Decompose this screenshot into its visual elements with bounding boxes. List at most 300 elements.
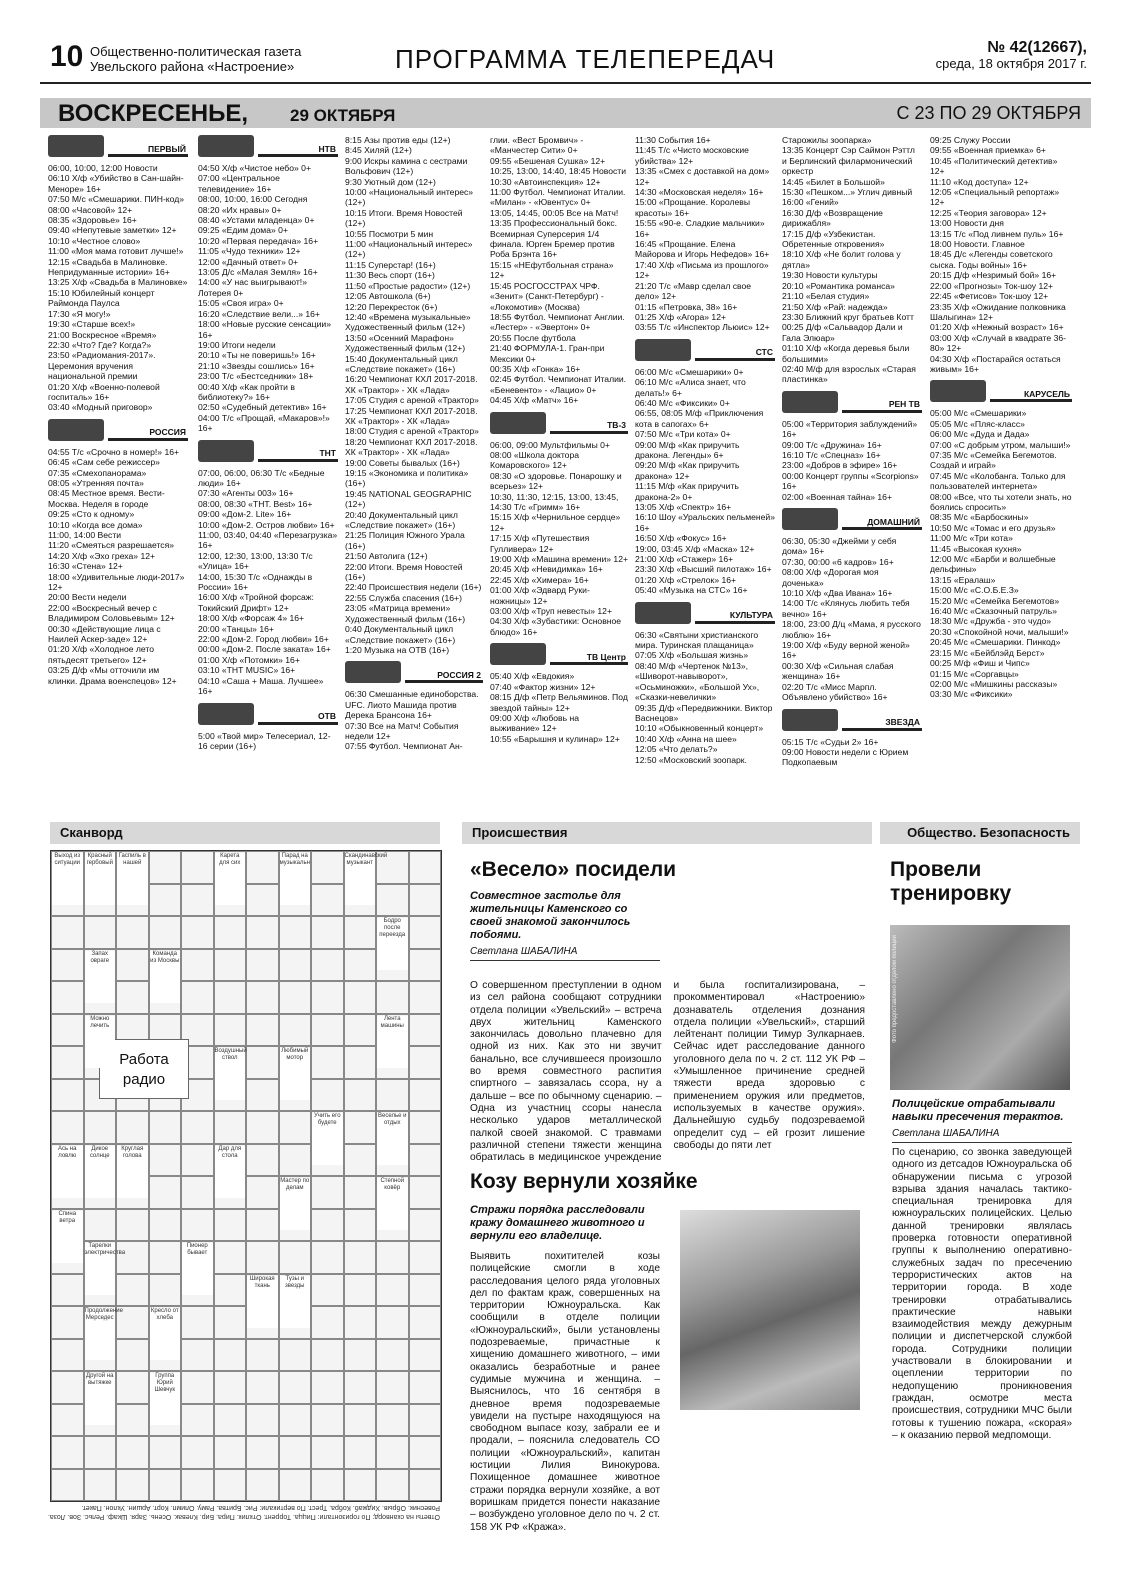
program-entry: 20:45 Х/ф «Невидимка» 16+ [490, 564, 603, 575]
scanword-cell [246, 916, 279, 949]
scanword-cell [51, 1404, 84, 1437]
program-entry: 11:15 Суперстар! (16+) [345, 259, 436, 270]
scanword-cell [51, 1306, 84, 1339]
program-entry: 14:45 «Билет в Большой» [782, 176, 885, 187]
program-entry: 09:00 М/ф «Как приручить дракона. Легенды» 6+ [635, 439, 740, 460]
program-entry: 08:00 «Часовой» 12+ [48, 204, 133, 215]
program-entry: 18:20 Чемпионат КХЛ 2017-2018. ХК «Трактор» - ХК «Лада» [345, 436, 478, 458]
program-entry: 09:25 Служу России [930, 135, 1011, 145]
scanword-section-header: Сканворд [50, 822, 440, 844]
program-entry: 15:55 «90-е. Сладкие мальчики» 16+ [635, 218, 765, 239]
program-entry: 18:30 М/с «Дружба - это чудо» [930, 616, 1052, 627]
program-entry: 10:30, 11:30, 12:15, 13:00, 13:45, 14:30 Т/с «Гримм» 16+ [490, 491, 619, 512]
program-entry: 12:00, 12:30, 13:00, 13:30 Т/с «Улица» 16+ [198, 550, 313, 572]
scanword-clue: Карета для сих [215, 853, 246, 905]
scanword-cell [311, 1079, 344, 1112]
scanword-cell [181, 1209, 214, 1242]
channel-header [782, 508, 922, 532]
scanword-cell [181, 1111, 214, 1144]
program-entry: 20:55 После футбола [490, 332, 576, 343]
scanword-cell [181, 1144, 214, 1177]
program-entry: 07:30, 00:00 «6 кадров» 16+ [782, 556, 894, 567]
program-entry: 13:00 Новости дня [930, 218, 1004, 229]
scanword-cell [214, 981, 247, 1014]
program-entry: 05:40 «Музыка на СТС» 16+ [635, 585, 748, 596]
program-entry: 03:25 Д/ф «Мы отточили им клинки. Драма военспецов» 12+ [48, 665, 177, 686]
scanword-cell [311, 1046, 344, 1079]
program-entry: 21:00 Воскресное «Время» [48, 329, 157, 340]
scanword-cell [246, 1241, 279, 1274]
program-entry: 01:25 Х/ф «Агора» 12+ [635, 311, 727, 322]
program-entry: 14:30 «Московская неделя» 16+ [635, 187, 764, 198]
day-band [40, 98, 1091, 128]
program-entry: 00:40 Х/ф «Как пройти в библиотеку?» 16+ [198, 381, 295, 402]
program-entry: 06:30 «Святыни христианского мира. Туринская плащаница» [635, 629, 759, 651]
scanword-cell [409, 981, 442, 1014]
article-veselo-lead: Совместное застолье для жительницы Каменского со своей знакомой закончилось побоями. [470, 890, 631, 941]
program-entry: 08:40 М/ф «Чертенок №13», «Шиворот-навыворот», «Осьминожки», «Большой Ух», «Сказки-невелички» [635, 660, 760, 703]
program-entry: 0:40 Документальный цикл «Следствие покажет» (16+) [345, 624, 456, 645]
channel-logo-icon [198, 135, 254, 157]
program-entry: 16:10 Шоу «Уральских пельменей» 16+ [635, 512, 776, 533]
tv-column [345, 135, 483, 805]
program-entry: 19:00 Х/ф «Буду верной женой» 16+ [782, 640, 910, 661]
scanword-cell [409, 1079, 442, 1112]
tv-column [490, 135, 628, 805]
scanword-clue: Тарелки электричества [85, 1243, 116, 1295]
day-date: 29 ОКТЯБРЯ [290, 106, 396, 125]
scanword-cell [149, 1241, 182, 1274]
program-entry: 16:50 Х/ф «Фокус» 16+ [635, 533, 727, 544]
scanword-cell [246, 1209, 279, 1242]
program-entry: 20:10 «Ты не поверишь!» 16+ [198, 350, 316, 361]
program-entry: 09:00 Новости недели с Юрием Подкопаевым [782, 746, 909, 768]
program-entry: 22:55 Служба спасения (16+) [345, 592, 462, 603]
scanword-cell [116, 1209, 149, 1242]
program-entry: 11:00, 14:00 Вести [48, 530, 122, 540]
program-entry: 21:20 Т/с «Мавр сделал свое дело» 12+ [635, 280, 752, 302]
scanword-cell [214, 1209, 247, 1242]
scanword-clue: Запах овраге [85, 951, 116, 1003]
program-entry: 09:00 «Дом-2. Lite» 16+ [198, 509, 292, 520]
program-entry: 20:15 Д/ф «Незримый бой» 16+ [930, 270, 1057, 281]
program-entry: 02:45 Футбол. Чемпионат Италии. «Беневенто» - «Лацио» 0+ [490, 374, 627, 395]
program-entry: 07:50 М/с «Три кота» 0+ [635, 429, 731, 440]
scanword-cell [214, 1436, 247, 1469]
scanword-clue: Круглая голова [117, 1146, 148, 1198]
scanword-cell [344, 1014, 377, 1047]
program-entry: 13:05, 14:45, 00:05 Все на Матч! [490, 207, 619, 218]
scanword-cell [279, 1111, 312, 1144]
scanword-cell [409, 1176, 442, 1209]
issue-info [936, 40, 1087, 72]
channel-name: КАРУСЕЛЬ [990, 389, 1072, 402]
program-entry: 00:00 «Дом-2. После заката» 16+ [198, 644, 331, 655]
scanword-cell [51, 1436, 84, 1469]
program-entry: 20:45 М/с «Смешарики. Пинкод» [930, 637, 1061, 648]
scanword-cell [409, 949, 442, 982]
program-entry: глии. «Вест Бромвич» - «Манчестер Сити» 0+ [490, 135, 584, 156]
scanword-clue: Ась на ловлю [52, 1146, 83, 1198]
program-entry: 12:40 «Времена музыкальные» Художественный фильм (12+) [345, 311, 471, 333]
program-entry: 20:00 «Танцы» 16+ [198, 623, 274, 634]
channel-name: ТВ Центр [550, 652, 628, 665]
program-entry: 11:15 М/ф «Как приручить дракона-2» 0+ [635, 481, 739, 502]
scanword-cell [311, 884, 344, 917]
program-entry: 15:05 «Своя игра» 0+ [198, 298, 284, 309]
program-entry: 22:40 Происшествия недели (16+) [345, 582, 482, 593]
program-entry: 01:00 Х/ф «Потомки» 16+ [198, 654, 300, 665]
program-entry: 06:00 М/с «Дуда и Дада» [930, 429, 1030, 440]
program-entry: 05:05 М/с «Пляс-класс» [930, 418, 1025, 429]
program-entry: 09:25 «Едим дома» 0+ [198, 225, 288, 236]
program-entry: 08:15 Д/ф «Петр Вельяминов. Под звездой тайны» 12+ [490, 692, 628, 713]
program-entry: 18:00, 23:00 Д/ц «Мама, я русского люблю» 16+ [782, 619, 921, 640]
article-veselo-body: О совершенном преступлении в одном из сел района сообщают сотрудники отдела полиции «Увельский» – встреча двух жительниц Каменского закончилась довольно плачевно для одной из них. Как это ни звучит банально, все случившееся произошло во время совместного распития спиртного – завязалась ссора, ну а дальше – все по обычному сценарию. – Одна из участниц ссоры нанесла несколько ударов металлической палкой своей знакомой. С травмами различной степени тяжести женщина обратилась в медицинское учреждение и была госпитализирована, – прокомментировал «Настроению» дознаватель отделения дознания отдела полиции «Увельский», старший лейтенант полиции Тимур Зулкарнаев. Сейчас идет расследование данного уголовного дела по ч. 2 ст. 112 УК РФ – «Умышленное причинение средней тяжести вреда здоровью с применением оружия или предметов, используемых в качестве оружия». Дальнейшую судьбу подозреваемой определит суд – ей грозит лишение свободы до пяти лет [470, 980, 865, 1164]
scanword-cell [51, 1469, 84, 1502]
scanword-cell [149, 884, 182, 917]
program-entry: 11:50 «Простые радости» (12+) [345, 280, 471, 291]
scanword-cell [344, 916, 377, 949]
scanword-cell [344, 1079, 377, 1112]
scanword-cell [246, 1176, 279, 1209]
channel-header [48, 419, 188, 443]
scanword-cell [149, 916, 182, 949]
channel-block [198, 440, 338, 697]
channel-block [635, 135, 775, 333]
scanword-clue: Дар для стола [215, 1146, 246, 1198]
program-entry: 18:10 Х/ф «Не болит голова у дятла» [782, 249, 901, 270]
scanword-cell [181, 851, 214, 884]
program-entry: 10:50 М/с «Томас и его друзья» [930, 522, 1056, 533]
program-entry: 07:00 «С добрым утром, малыши!» [930, 439, 1071, 450]
scanword-cell [311, 981, 344, 1014]
program-entry: 13:35 «Смех с доставкой на дом» 12+ [635, 166, 770, 187]
program-entry: 08:20 «Их нравы» 0+ [198, 204, 282, 215]
channel-header [930, 380, 1072, 404]
scanword-cell [246, 1339, 279, 1372]
scanword-cell [84, 916, 117, 949]
program-entry: 22:30 «Что? Где? Когда?» [48, 339, 152, 350]
scanword-clue: Дикое солнце [85, 1146, 116, 1198]
scanword-cell [311, 1404, 344, 1437]
channel-header [198, 440, 338, 464]
program-entry: 18:00 Х/ф «Форсаж 4» 16+ [198, 613, 305, 624]
program-entry: 11:00 М/с «Три кота» [930, 533, 1013, 544]
scanword-cell [344, 1046, 377, 1079]
channel-name: КУЛЬТУРА [695, 610, 775, 623]
scanword-cell [409, 1111, 442, 1144]
program-entry: 20:10 «Романтика романса» [782, 280, 895, 291]
channel-header [635, 602, 775, 626]
scanword-cell [149, 1274, 182, 1307]
scanword-cell [311, 949, 344, 982]
scanword-cell [246, 1014, 279, 1047]
scanword-clue: Красный гербовый [85, 853, 116, 905]
program-entry: 10:40 Х/ф «Анна на шее» [635, 733, 737, 744]
scanword-clue: Тузы и звезды [280, 1276, 311, 1328]
program-entry: 21:00 Х/ф «Стажер» 16+ [635, 554, 734, 565]
program-entry: 06:00, 09:00 Мультфильмы 0+ [490, 439, 610, 450]
scanword-cell [409, 1469, 442, 1502]
channel-logo-icon [198, 703, 254, 725]
channel-block [782, 508, 922, 703]
program-entry: 18:00 Новости. Главное [930, 239, 1025, 250]
program-entry: 8:45 Хиляй (12+) [345, 145, 412, 156]
channel-header [635, 339, 775, 363]
program-entry: 03:00 Х/ф «Случай в квадрате 36-80» 12+ [930, 332, 1066, 354]
channel-name: РОССИЯ [108, 427, 188, 440]
article-training-title: Провели тренировку [890, 858, 1012, 905]
scanword-cell [116, 1274, 149, 1307]
program-entry: 08:30 «О здоровье. Понарошку и всерьез» 12+ [490, 470, 622, 492]
program-entry: 08:00 Х/ф «Дорогая моя доченька» [782, 567, 879, 588]
scanword-cell [311, 1436, 344, 1469]
scanword-cell [149, 1144, 182, 1177]
scanword-cell [409, 851, 442, 884]
channel-logo-icon [345, 661, 401, 683]
scanword-answers: Ответы на сканворд: По горизонтали: Пицца. Торрент. Отклик. Пира. Бир. Клевак. Осень. Заря. Шкаф. Рельс. Зов. Лоза. Ровесник. Обрыв. Хиджаб. Кобра. Трест. По вертикали: Рис. Бритва. Раму. Олимп. Корт. Аршин. Уклон. Пакет. [47, 1504, 440, 1520]
channel-name: РОССИЯ 2 [405, 670, 483, 683]
scanword-clue: Воздушный ствол [215, 1048, 246, 1100]
channel-name: ТВ-3 [550, 420, 628, 433]
program-entry: 04:30 Х/ф «Зубастики: Основное блюдо» 16+ [490, 616, 622, 637]
channel-block [782, 709, 922, 768]
scanword-cell [409, 1014, 442, 1047]
scanword-cell [344, 981, 377, 1014]
program-entry: 11:05 «Чудо техники» 12+ [198, 246, 301, 257]
program-entry: 08:05 «Утренняя почта» [48, 477, 144, 488]
article-koza-body: Выявить похитителей козы полицейские смогли в ходе расследования целого ряда уголовных дел по фактам краж, совершенных на территории Южноуральска. Как сообщили в отделе полиции «Южноуральский», были установлены подозреваемые, причастные к хищению домашнего животного, – ими оказались безработные и ранее судимые мужчина и женщина. – Выяснилось, что 16 сентября в дневное время подозреваемые увидели на пустыре находящуюся на свободном выпасе козу, забрали ее и продали, – пояснила следователь СО полиции «Южноуральский», капитан юстиции Лилия Винокурова. Похищенное домашнее животное стражи порядка вернули хозяйке, а вот воришкам придется понести наказание – возбуждено уголовное дело по ч. 2 ст. 158 УК РФ «Кража». [470, 1251, 660, 1533]
scanword-clue: Выход из ситуации [52, 853, 83, 905]
scanword-cell [409, 1339, 442, 1372]
scanword-cell [181, 916, 214, 949]
channel-logo-icon [635, 602, 691, 624]
scanword-cell [116, 1404, 149, 1437]
program-entry: 06:30, 05:30 «Джейми у себя дома» 16+ [782, 536, 897, 557]
week-range: С 23 ПО 29 ОКТЯБРЯ [896, 103, 1081, 123]
channel-logo-icon [48, 419, 104, 441]
channel-name: ТНТ [258, 448, 338, 461]
scanword-cell [376, 884, 409, 917]
scanword-clue: Учить его будете [312, 1113, 343, 1165]
program-entry: 5:00 «Твой мир» Телесериал, 12-16 серии (16+) [198, 730, 331, 751]
scanword-cell [279, 1469, 312, 1502]
program-entry: 06:55, 08:05 М/ф «Приключения кота в сапогах» 6+ [635, 408, 764, 429]
scanword-clue: Группа Юрий Шевчук [150, 1373, 181, 1425]
scanword-cell [376, 1436, 409, 1469]
channel-logo-icon [782, 709, 838, 731]
scanword-cell [51, 1046, 84, 1079]
scanword-cell [344, 1436, 377, 1469]
program-entry: 17:05 Студия с ареной «Трактор» [345, 395, 479, 406]
program-entry: 00:25 Д/ф «Сальвадор Дали и Гала Элюар» [782, 322, 903, 343]
program-entry: 03:40 «Модный приговор» [48, 402, 153, 413]
scanword-cell [214, 1306, 247, 1339]
scanword-cell [51, 1339, 84, 1372]
program-entry: 06:00 М/с «Смешарики» 0+ [635, 366, 744, 377]
scanword-cell [409, 1371, 442, 1404]
program-entry: 19:00 Х/ф «Машина времени» 12+ [490, 554, 628, 565]
program-entry: 04:55 Т/с «Срочно в номер!» 16+ [48, 446, 180, 457]
program-entry: 03:30 М/с «Фиксики» [930, 689, 1013, 700]
program-entry: 06:00, 10:00, 12:00 Новости [48, 163, 158, 173]
scanword-cell [279, 1339, 312, 1372]
program-entry: 03:00 Х/ф «Труп невесты» 12+ [490, 606, 612, 617]
goat-photo [680, 1210, 860, 1410]
society-section-header: Общество. Безопасность [880, 822, 1080, 844]
program-entry: 10:15 Итоги. Время Новостей (12+) [345, 207, 463, 229]
channel-block [490, 135, 628, 406]
photo-credit: Фото предоставлено отделом полиции [892, 935, 898, 1043]
program-entry: 16:40 М/с «Сказочный патруль» [930, 606, 1058, 617]
program-entry: 01:00 Х/ф «Эдвард Руки-ножницы» 12+ [490, 585, 590, 606]
scanword-cell [311, 1371, 344, 1404]
scanword-cell [246, 981, 279, 1014]
scanword-cell [214, 949, 247, 982]
scanword-clue: Пионер бывает [182, 1243, 213, 1295]
scanword-clue: Любимый мотор [280, 1048, 311, 1100]
program-entry: 15:15 Х/ф «Чернильное сердце» 12+ [490, 512, 621, 533]
channel-header [782, 709, 922, 733]
program-entry: 21:10 «Звезды сошлись» 16+ [198, 360, 315, 371]
scanword-cell [116, 1371, 149, 1404]
scanword-cell [246, 1371, 279, 1404]
program-entry: 06:10 М/с «Алиса знает, что делать!» 6+ [635, 377, 746, 398]
scanword-cell [409, 1144, 442, 1177]
program-entry: 13:05 Д/с «Малая Земля» 16+ [198, 267, 318, 278]
scanword-clue: Другой на вытяжке [85, 1373, 116, 1425]
program-entry: 07:50 М/с «Смешарики. ПИН-код» [48, 194, 185, 205]
scanword-cell [344, 1469, 377, 1502]
program-entry: 10:55 «Барышня и кулинар» 12+ [490, 733, 620, 744]
article-training [890, 858, 1072, 906]
program-entry: 23:30 Х/ф «Высший пилотаж» 16+ [635, 564, 772, 575]
scanword-cell [84, 1111, 117, 1144]
program-entry: 10:00 «Национальный интерес» (12+) [345, 187, 474, 208]
program-entry: 16:20 «Следствие вели...» 16+ [198, 308, 320, 319]
program-entry: 18:00 Студия с ареной «Трактор» [345, 426, 479, 437]
channel-block [782, 135, 922, 385]
program-entry: 01:10 Х/ф «Когда деревья были большими» [782, 343, 910, 364]
program-entry: 13:50 «Осенний Марафон» Художественный фильм (12+) [345, 332, 466, 354]
program-entry: 11:00, 03:40, 04:40 «Перезагрузка» 16+ [198, 530, 338, 551]
scanword-cell [149, 1436, 182, 1469]
scanword-cell [214, 1274, 247, 1307]
program-entry: 07:30 Все на Матч! События недели 12+ [345, 720, 459, 741]
program-entry: 11:20 «Смеяться разрешается» [48, 540, 175, 551]
program-entry: 09:55 «Бешеная Сушка» 12+ [490, 155, 606, 166]
program-entry: 07:35 М/с «Семейка Бегемотов. Создай и играй» [930, 449, 1057, 471]
program-entry: 06:30 Смешанные единоборства. UFC. Лиото Машида против Дерека Брансона 16+ [345, 689, 479, 721]
scanword-cell [311, 916, 344, 949]
scanword-cell [279, 1371, 312, 1404]
program-entry: 13:35 Профессиональный бокс. Всемирная Суперсерия 1/4 финала. Юрген Бремер против Роба Брэнта 16+ [490, 218, 618, 260]
channel-header [782, 391, 922, 415]
channel-name: НТВ [258, 144, 338, 157]
program-entry: 13:25 Х/ф «Свадьба в Малиновке» [48, 277, 188, 288]
scanword-cell [409, 884, 442, 917]
scanword-cell [51, 949, 84, 982]
scanword-clue: Широкая ткань [247, 1276, 278, 1328]
article-training-text [892, 1098, 1072, 1447]
scanword-cell [376, 1469, 409, 1502]
scanword-cell [84, 1436, 117, 1469]
scanword-label: Работа радио [99, 1039, 189, 1099]
scanword-cell [344, 1339, 377, 1372]
newspaper-name-line2: Увельского района «Настроение» [90, 59, 295, 74]
channel-logo-icon [48, 135, 104, 157]
program-entry: 11:00 «Моя мама готовит лучше!» [48, 246, 184, 257]
program-entry: 10:00 «Дом-2. Остров любви» 16+ [198, 519, 335, 530]
scanword-cell [214, 1339, 247, 1372]
scanword-cell [181, 1176, 214, 1209]
day-name: ВОСКРЕСЕНЬЕ, [58, 100, 248, 127]
scanword-cell [376, 1306, 409, 1339]
program-entry: 12:25 «Теория заговора» 12+ [930, 207, 1047, 218]
program-entry: 19:30 «Старше всех!» [48, 319, 136, 330]
article-koza-title: Козу вернули хозяйке [470, 1170, 698, 1193]
program-entry: 08:35 «Здоровье» 16+ [48, 215, 137, 226]
program-entry: 07:55 Футбол. Чемпионат Ан- [345, 741, 463, 752]
program-entry: 15:30 «Пешком...» Углич дивный [782, 187, 913, 198]
scanword-cell [409, 1209, 442, 1242]
program-entry: 15:00 «Прощание. Королевы красоты» 16+ [635, 197, 751, 218]
scanword-cell [51, 1014, 84, 1047]
scanword-cell [311, 1014, 344, 1047]
program-entry: 23:15 М/с «Бейблэйд Берст» [930, 647, 1045, 658]
scanword-cell [279, 1404, 312, 1437]
channel-name: ОТВ [258, 711, 338, 724]
tv-column [930, 135, 1072, 805]
program-entry: 08:40 «Устами младенца» 0+ [198, 215, 315, 226]
program-entry: 19:00 Итоги недели [198, 339, 276, 350]
scanword-cell [344, 1241, 377, 1274]
article-training-author: Светлана ШАБАЛИНА [892, 1128, 1072, 1143]
program-entry: 10:55 Посмотри 5 мин [345, 228, 434, 239]
article-veselo-author: Светлана ШАБАЛИНА [470, 946, 660, 961]
scanword-cell [279, 1436, 312, 1469]
program-entry: 05:00 «Территория заблуждений» 16+ [782, 418, 918, 440]
channel-name: ДОМАШНИЙ [842, 517, 922, 530]
program-entry: 09:25 «Сто к одному» [48, 509, 135, 520]
program-entry: 04:00 Т/с «Прощай, «Макаров»!» 16+ [198, 412, 330, 434]
channel-header [198, 703, 338, 727]
program-entry: 06:45 «Сам себе режиссер» [48, 457, 160, 468]
program-entry: 18:00 «Удивительные люди-2017» 12+ [48, 571, 185, 593]
scanword-cell [51, 1274, 84, 1307]
scanword-cell [51, 916, 84, 949]
scanword-clue: Гаспиль в нашей [117, 853, 148, 905]
scanword-clue: Бодро после переезда [377, 918, 408, 970]
scanword-cell [311, 1241, 344, 1274]
channel-block [48, 135, 188, 413]
program-entry: 07:00 «Центральное телевидение» 16+ [198, 173, 280, 194]
scanword-cell [279, 916, 312, 949]
program-entry: 15:45 РОСГОССТРАХ ЧРФ. «Зенит» (Санкт-Петербург) - «Локомотив» (Москва) [490, 280, 604, 312]
scanword-clue: Спина ветра [52, 1211, 83, 1263]
program-entry: 08:00, 08:30 «ТНТ. Best» 16+ [198, 498, 313, 509]
section-title: ПРОГРАММА ТЕЛЕПЕРЕДАЧ [395, 44, 776, 74]
program-entry: 17:15 Д/ф «Узбекистан. Обретенные откровения» [782, 228, 885, 250]
program-entry: 09:00 Т/с «Дружина» 16+ [782, 439, 882, 450]
channel-name: ПЕРВЫЙ [108, 144, 188, 157]
channel-block [345, 661, 483, 751]
scanword-clue: Продолжение Мерседес [85, 1308, 116, 1360]
scanword-cell [116, 1469, 149, 1502]
program-entry: 12:20 Перекресток (6+) [345, 301, 438, 312]
tv-column [48, 135, 188, 805]
